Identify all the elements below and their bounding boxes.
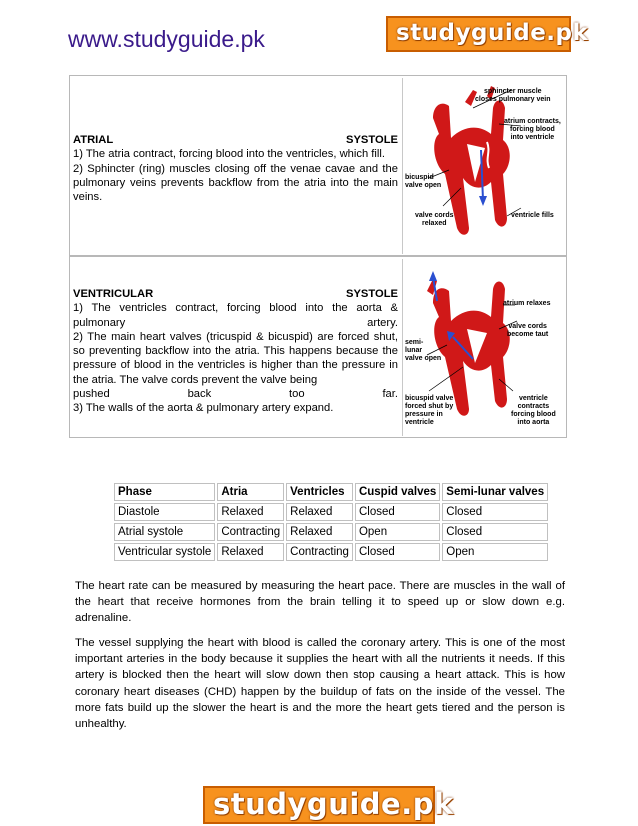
heart-phase-table — [112, 481, 550, 563]
paragraph-heart-rate: The heart rate can be measured by measuring the heart pace. There are muscles in the wall of the heart that receive hormones from the brain telling it to speed up or slow down e.g. adrenaline. — [75, 580, 565, 625]
table-cell: Atrial systole — [114, 523, 215, 541]
atrial-systole-panel — [69, 75, 567, 256]
table-cell: Closed — [442, 503, 548, 521]
label-atrium-relaxes: atrium relaxes — [503, 300, 551, 307]
ventricular-point-1-end: pulmonary artery. — [73, 316, 398, 329]
paragraph-coronary-artery: The vessel supplying the heart with blood is called the coronary artery. This is one of the most important arteries in the body because it supplies the heart with all the nutrients it needs. If this artery is blocked then the heart will slow down then stop causing a heart attack. This is how coronary heart diseases (CHD) happen by the buildup of fats on the inside of the vessel. The more fats build up the slower the heart is and the more the heart gets tiered and the person is unhealthy. — [75, 637, 565, 731]
label-ventricle-contracts: ventricle contracts forcing blood into aorta — [511, 395, 556, 426]
ventricular-point-3: 3) The walls of the aorta & pulmonary artery expand. — [73, 402, 334, 415]
label-atrium-contracts: atrium contracts, forcing blood into ventricle — [504, 118, 561, 141]
table-cell: Contracting — [217, 523, 284, 541]
ventricular-point-2-end: pushed back too far. — [73, 388, 398, 401]
label-bicuspid-open: bicuspid valve open — [405, 174, 442, 189]
table-cell: Relaxed — [217, 543, 284, 561]
table-row — [114, 543, 548, 561]
table-cell: Closed — [355, 543, 440, 561]
table-cell: Relaxed — [286, 523, 353, 541]
table-row — [114, 503, 548, 521]
ventricular-heading-right: SYSTOLE — [345, 288, 398, 300]
atrial-heading — [73, 133, 398, 147]
col-header-phase: Phase — [114, 483, 215, 501]
col-header-atria: Atria — [217, 483, 284, 501]
ventricular-point-1: 1) The ventricles contract, forcing blood into the aorta & — [73, 302, 398, 315]
ventricular-heading-left: VENTRICULAR — [73, 288, 154, 300]
table-cell: Ventricular systole — [114, 543, 215, 561]
col-header-cuspid-valves: Cuspid valves — [355, 483, 440, 501]
studyguide-logo-top: studyguide.pk — [386, 16, 571, 52]
label-valve-cords-taut: valve cords become taut — [507, 323, 549, 338]
table-cell: Closed — [442, 523, 548, 541]
table-cell: Relaxed — [217, 503, 284, 521]
table-row — [114, 523, 548, 541]
ventricular-systole-heart-diagram — [402, 259, 565, 436]
col-header-ventricles: Ventricles — [286, 483, 353, 501]
ventricular-point-2: 2) The main heart valves (tricuspid & bicuspid) are forced shut, so preventing backflow into the atria. This happens because the pressure of blood in the ventricles is higher than the pressure in the atria. The valve cords prevent the valve being — [73, 330, 398, 386]
atrial-systole-text — [73, 133, 398, 204]
table-cell: Relaxed — [286, 503, 353, 521]
label-bicuspid-shut: bicuspid valve forced shut by pressure in ventricle — [405, 395, 454, 426]
site-url[interactable]: www.studyguide.pk — [68, 26, 265, 52]
atrial-heading-right: SYSTOLE — [345, 134, 398, 146]
table-cell: Diastole — [114, 503, 215, 521]
studyguide-logo-bottom: studyguide.pk — [203, 786, 435, 824]
table-cell: Closed — [355, 503, 440, 521]
atrial-systole-heart-diagram — [402, 78, 565, 254]
table-cell: Open — [355, 523, 440, 541]
col-header-semilunar-valves: Semi-lunar valves — [442, 483, 548, 501]
ventricular-heading — [73, 287, 398, 301]
table-cell: Contracting — [286, 543, 353, 561]
atrial-point-1: 1) The atria contract, forcing blood into the ventricles, which fill. — [73, 148, 385, 161]
label-sphincter-muscle: sphincter muscle closes pulmonary vein — [475, 88, 551, 103]
label-ventricle-fills: ventricle fills — [511, 212, 554, 219]
atrial-point-2: 2) Sphincter (ring) muscles closing off the venae cavae and the pulmonary veins prevents backflow from the atria into the main veins. — [73, 162, 398, 204]
atrial-heading-left: ATRIAL — [73, 134, 114, 146]
table-cell: Open — [442, 543, 548, 561]
table-header-row — [114, 483, 548, 501]
ventricular-systole-panel — [69, 256, 567, 438]
ventricular-systole-text — [73, 287, 398, 416]
label-semilunar-open: semi- lunar valve open — [405, 339, 442, 362]
label-valve-cords-relaxed: valve cords relaxed — [415, 212, 454, 227]
